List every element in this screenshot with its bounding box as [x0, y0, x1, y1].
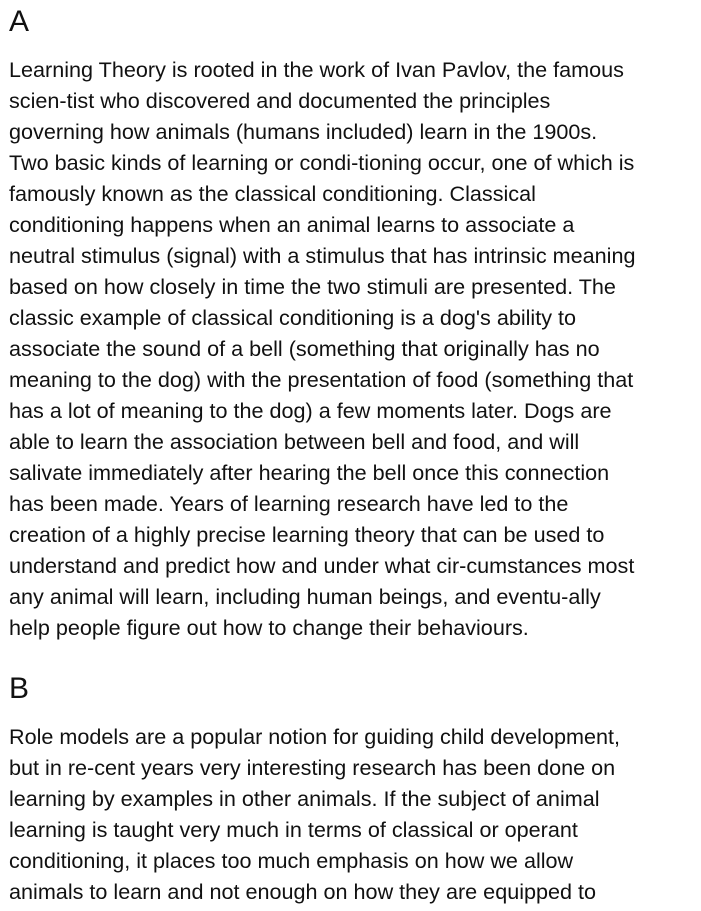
- section-a-paragraph: Learning Theory is rooted in the work of Ivan Pavlov, the famous scien-tist who discovered and documented the principles governing how animals (humans included) learn in the 1900s. Two basic kinds of learning or condi-tioning occur, one of which is famously known as the classical conditioning. Classical conditioning happens when an animal learns to associate a neutral stimulus (signal) with a stimulus that has intrinsic meaning based on how closely in time the two stimuli are presented. The classic example of classical conditioning is a dog's ability to associate the sound of a bell (something that originally has no meaning to the dog) with the presentation of food (something that has a lot of meaning to the dog) a few moments later. Dogs are able to learn the association between bell and food, and will salivate immediately after hearing the bell once this connection has been made. Years of learning research have led to the creation of a highly precise learning theory that can be used to understand and predict how and under what cir-cumstances most any animal will learn, including human beings, and eventu-ally help people figure out how to change their behaviours.: [9, 57, 636, 640]
- section-a-heading: A: [9, 5, 30, 38]
- section-a: [9, 4, 699, 643]
- section-b-paragraph: Role models are a popular notion for guiding child development, but in re-cent years very interesting research has been done on learning by examples in other animals. If the subject of animal learning is taught very much in terms of classical or operant conditioning, it places too much emphasis on how we allow animals to learn and not enough on how they are equipped to: [9, 724, 621, 904]
- section-b: [9, 671, 699, 907]
- document: [9, 0, 699, 907]
- section-b-heading: B: [9, 672, 30, 705]
